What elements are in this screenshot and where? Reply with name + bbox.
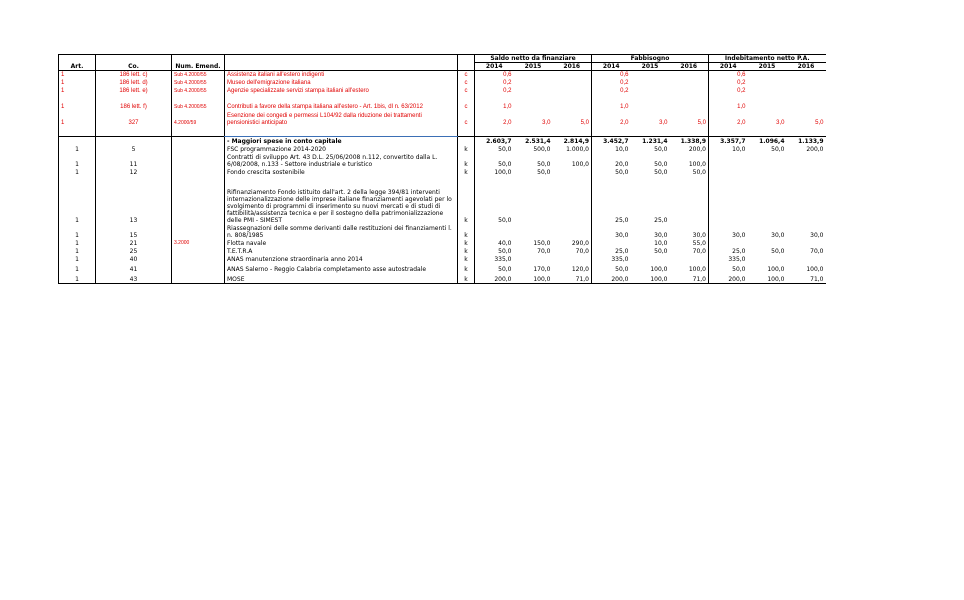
fabb-value: 2,0 [592,111,631,127]
indeb-value [787,95,826,111]
total-row [59,137,826,146]
indeb-value [787,255,826,263]
saldo-value: 170,0 [533,266,551,273]
saldo-value [475,224,514,239]
co-cell: 327 [96,111,172,127]
fabb-value: 50,0 [654,248,668,255]
budget-table [58,54,826,284]
emend-cell: Sub 4.2000/55 [172,71,225,80]
indeb-value [709,176,748,224]
nature-cell: k [464,266,468,273]
co-cell: 13 [96,176,172,224]
fabb-value [670,176,709,224]
indeb-value: 335,0 [709,255,748,263]
fabb-value [631,71,670,80]
spacer-cell [225,127,458,137]
spacer-cell [172,127,225,137]
fabb-value: 71,0 [670,273,709,284]
description-cell: Contributi a favore della stampa italiana all'estero - Art. 1bis, dl n. 63/2012 [225,95,458,111]
emend-cell [172,255,225,263]
saldo-value [514,71,553,80]
fabb-value: 335,0 [592,255,631,263]
fabb-value: 200,0 [688,146,706,153]
indeb-value: 1,0 [709,95,748,111]
fabb-value [670,79,709,87]
co-cell: 186 lett. d) [96,79,172,87]
header-indebitamento: Indebitamento netto P.A. [709,55,826,63]
header-emend: Num. Emend. [172,55,225,71]
saldo-value [514,87,553,95]
fabb-value [631,95,670,111]
header-co: Co. [96,55,172,71]
co-cell [96,137,172,146]
art-cell: 1 [59,168,96,176]
saldo-value: 100,0 [475,168,514,176]
nature-cell: k [458,273,475,284]
spacer-cell [631,127,670,137]
indeb-value: 5,0 [815,120,824,126]
saldo-value: 50,0 [475,247,514,255]
indeb-value: 30,0 [771,232,785,239]
nature-cell: k [464,217,468,224]
table-row [59,239,826,247]
co-cell: 12 [96,168,172,176]
fabb-value: 200,0 [592,273,631,284]
year-header: 2016 [787,63,826,71]
indeb-value [709,153,748,168]
description-cell: ANAS Salerno - Reggio Calabria completamento asse autostradale [225,263,458,273]
art-cell: 1 [59,95,96,111]
co-cell: 40 [96,255,172,263]
saldo-value: 2,0 [475,111,514,127]
indeb-total: 3.357,7 [709,137,748,146]
saldo-value: 1.000,0 [566,146,589,153]
saldo-value: 290,0 [571,240,589,247]
art-cell: 1 [59,176,96,224]
year-header: 2014 [592,63,631,71]
art-cell: 1 [59,255,96,263]
fabb-value [631,255,670,263]
indeb-value: 50,0 [709,263,748,273]
table-row [59,176,826,224]
fabb-value: 0,2 [592,87,631,95]
spacer-cell [748,127,787,137]
description-cell: Fondo crescita sostenibile [225,168,458,176]
indeb-value: 0,2 [709,87,748,95]
indeb-value [748,95,787,111]
spacer-cell [787,127,826,137]
amendment-row [59,71,826,80]
art-cell: 1 [59,239,96,247]
indeb-value [787,168,826,176]
description-cell: T.E.T.R.A [225,247,458,255]
emend-cell [172,137,225,146]
emend-cell [172,273,225,284]
emend-cell [172,168,225,176]
nature-cell: c [464,88,468,94]
fabb-total: 1.231,4 [631,137,670,146]
saldo-value [553,255,592,263]
nature-cell [458,137,475,146]
indeb-value: 0,2 [709,79,748,87]
saldo-value: 40,0 [475,239,514,247]
description-cell: Agenzie specializzate servizi stampa italiani all'estero [225,87,458,95]
indeb-value [709,239,748,247]
fabb-value: 50,0 [592,168,631,176]
fabb-value [631,79,670,87]
indeb-value [787,79,826,87]
spacer-cell [514,127,553,137]
indeb-value: 30,0 [709,224,748,239]
emend-cell [172,247,225,255]
co-cell: 41 [96,263,172,273]
saldo-value: 70,0 [537,248,551,255]
fabb-value: 20,0 [592,153,631,168]
indeb-total: 1.096,4 [748,137,787,146]
fabb-value: 50,0 [654,161,668,168]
indeb-value [748,71,787,80]
saldo-value: 0,2 [475,87,514,95]
indeb-value: 10,0 [709,145,748,153]
co-cell: 25 [96,247,172,255]
nature-cell: k [464,240,468,247]
fabb-value: 25,0 [592,176,631,224]
saldo-value: 0,2 [475,79,514,87]
table-row [59,145,826,153]
indeb-value: 50,0 [771,146,785,153]
indeb-value: 200,0 [709,273,748,284]
spacer-cell [475,127,514,137]
fabb-value: 30,0 [654,232,668,239]
spacer-cell [709,127,748,137]
table-row [59,255,826,263]
description-cell: ANAS manutenzione straordinaria anno 2014 [225,255,458,263]
saldo-total: 2.531,4 [514,137,553,146]
year-header: 2015 [748,63,787,71]
co-cell: 11 [96,153,172,168]
nature-cell: k [464,256,468,263]
emend-cell [172,145,225,153]
emend-cell [172,153,225,168]
indeb-value: 50,0 [771,248,785,255]
indeb-value [748,79,787,87]
indeb-value: 100,0 [806,266,824,273]
total-section [59,127,826,145]
art-cell: 1 [59,71,96,80]
art-cell: 1 [59,145,96,153]
indeb-value [787,176,826,224]
indeb-value: 2,0 [709,111,748,127]
description-cell: Rifinanziamento Fondo istituito dall'art. 2 della legge 394/81 interventi internazionalizzazione delle imprese italiane finanziamenti agevolati per lo svolgimento di programmi di inserimento su nuovi mercati e di studi di fattibilità/assistenza tecnica e per il sostegno della patrimonializzazione delle PMI - SIMEST [225,176,458,224]
fabb-value: 100,0 [688,266,706,273]
indeb-total: 1.133,9 [787,137,826,146]
art-cell: 1 [59,111,96,127]
table-row [59,153,826,168]
saldo-value: 0,6 [475,71,514,80]
indeb-value [748,168,787,176]
saldo-value: 50,0 [475,176,514,224]
nature-cell: k [464,161,468,168]
saldo-total: 2.603,7 [475,137,514,146]
fabb-value: 50,0 [654,146,668,153]
indeb-value [748,255,787,263]
table-row [59,247,826,255]
fabb-value [631,87,670,95]
saldo-value: 50,0 [475,153,514,168]
fabb-value [670,71,709,80]
capital-rows [59,145,826,284]
saldo-value [553,168,592,176]
saldo-value: 500,0 [533,146,551,153]
fabb-value: 10,0 [654,240,668,247]
total-description: - Maggiori spese in conto capitale [225,137,458,146]
fabb-value [670,255,709,263]
saldo-value [514,79,553,87]
emend-cell: 3.2000 [172,239,225,247]
description-cell: Flotta navale [225,239,458,247]
year-header: 2015 [631,63,670,71]
fabb-value: 25,0 [654,217,668,224]
emend-cell [172,224,225,239]
fabb-value: 30,0 [692,232,706,239]
indeb-value [748,153,787,168]
nature-cell: k [464,169,468,176]
saldo-value [553,95,592,111]
co-cell: 21 [96,239,172,247]
spacer-row [59,127,826,137]
co-cell: 15 [96,224,172,239]
nature-cell: k [464,232,468,239]
spacer-cell [553,127,592,137]
emend-cell: Sub 4.2000/55 [172,79,225,87]
amendment-row [59,111,826,127]
description-cell: Assistenza italiani all'estero indigenti [225,71,458,80]
fabb-value: 25,0 [592,247,631,255]
indeb-value: 100,0 [748,273,787,284]
table-row [59,263,826,273]
header-desc [225,55,458,71]
art-cell: 1 [59,153,96,168]
fabb-value: 0,6 [592,71,631,80]
spacer-cell [96,127,172,137]
year-header: 2016 [553,63,592,71]
fabb-value: 50,0 [654,169,668,176]
emend-cell: 4.2000/59 [172,111,225,127]
art-cell: 1 [59,224,96,239]
art-cell: 1 [59,87,96,95]
art-cell: 1 [59,273,96,284]
header-saldo: Saldo netto da finanziare [475,55,592,63]
indeb-value [748,239,787,247]
spacer-cell [458,127,475,137]
fabb-value: 0,2 [592,79,631,87]
spacer-cell [670,127,709,137]
indeb-value: 3,0 [776,120,785,126]
spreadsheet [58,54,826,284]
fabb-value: 70,0 [692,248,706,255]
nature-cell: c [464,120,468,126]
saldo-value [553,71,592,80]
fabb-value: 100,0 [631,273,670,284]
fabb-value [592,239,631,247]
art-cell: 1 [59,79,96,87]
year-header: 2014 [709,63,748,71]
art-cell [59,137,96,146]
saldo-value: 1,0 [475,95,514,111]
emend-cell: Sub 4.2000/55 [172,95,225,111]
saldo-value [553,79,592,87]
indeb-value [787,71,826,80]
indeb-value [748,176,787,224]
emend-cell [172,263,225,273]
nature-cell: k [464,146,468,153]
saldo-value [514,95,553,111]
indeb-value [787,87,826,95]
nature-cell: c [464,72,468,78]
description-cell: Contratti di sviluppo Art. 43 D.L. 25/06/2008 n.112, convertito dalla L. 6/08/2008, n.133 - Settore industriale e turistico [225,153,458,168]
description-cell: Esenzione dei congedi e permessi L104/92 dalla riduzione dei trattamenti pensionistici anticipato [225,111,458,127]
saldo-value: 120,0 [571,266,589,273]
saldo-value: 50,0 [475,263,514,273]
art-cell: 1 [59,247,96,255]
saldo-value: 100,0 [514,273,553,284]
fabb-value: 30,0 [592,224,631,239]
year-header: 2014 [475,63,514,71]
amendment-rows [59,71,826,128]
indeb-value: 25,0 [709,247,748,255]
saldo-value: 50,0 [537,161,551,168]
saldo-value: 5,0 [580,120,589,126]
saldo-value: 70,0 [575,248,589,255]
saldo-total: 2.814,9 [553,137,592,146]
header-art: Art. [59,55,96,71]
fabb-total: 3.452,7 [592,137,631,146]
art-cell: 1 [59,263,96,273]
saldo-value: 3,0 [542,120,551,126]
indeb-value [709,168,748,176]
indeb-value: 30,0 [810,232,824,239]
saldo-value: 50,0 [475,145,514,153]
fabb-value [670,95,709,111]
co-cell: 186 lett. c) [96,71,172,80]
amendment-row [59,95,826,111]
saldo-value [553,224,592,239]
fabb-value: 3,0 [659,120,668,126]
co-cell: 5 [96,145,172,153]
saldo-value [553,87,592,95]
indeb-value: 70,0 [810,248,824,255]
indeb-value: 0,6 [709,71,748,80]
saldo-value: 71,0 [553,273,592,284]
saldo-value [514,176,553,224]
saldo-value: 100,0 [571,161,589,168]
fabb-value: 5,0 [697,120,706,126]
header-nat [458,55,475,71]
indeb-value [748,87,787,95]
indeb-value [787,239,826,247]
fabb-value: 1,0 [592,95,631,111]
indeb-value: 200,0 [806,146,824,153]
nature-cell: k [464,248,468,255]
saldo-value: 50,0 [537,169,551,176]
header-fabbisogno: Fabbisogno [592,55,709,63]
co-cell: 186 lett. f) [96,95,172,111]
year-header: 2016 [670,63,709,71]
fabb-value: 100,0 [650,266,668,273]
nature-cell: c [464,104,468,110]
nature-cell: c [464,80,468,86]
spacer-cell [592,127,631,137]
fabb-value: 10,0 [592,145,631,153]
co-cell: 43 [96,273,172,284]
saldo-value: 150,0 [533,240,551,247]
emend-cell: Sub 4.2000/55 [172,87,225,95]
fabb-value: 50,0 [692,169,706,176]
spacer-cell [59,127,96,137]
saldo-value [514,255,553,263]
indeb-value: 71,0 [787,273,826,284]
saldo-value [514,224,553,239]
emend-cell [172,176,225,224]
description-cell: MOSE [225,273,458,284]
indeb-value: 100,0 [767,266,785,273]
amendment-row [59,79,826,87]
saldo-value: 200,0 [475,273,514,284]
description-cell: FSC programmazione 2014-2020 [225,145,458,153]
description-cell: Museo dell'emigrazione italiana [225,79,458,87]
fabb-value: 50,0 [592,263,631,273]
table-row [59,168,826,176]
indeb-value [787,153,826,168]
year-header: 2015 [514,63,553,71]
table-row [59,273,826,284]
fabb-value [670,87,709,95]
co-cell: 186 lett. e) [96,87,172,95]
amendment-row [59,87,826,95]
saldo-value [553,176,592,224]
saldo-value: 335,0 [475,255,514,263]
fabb-value: 100,0 [688,161,706,168]
fabb-total: 1.338,9 [670,137,709,146]
fabb-value: 55,0 [692,240,706,247]
description-cell: Riassegnazioni delle somme derivanti dalle restituzioni dei finanziamenti l. n. 808/1985 [225,224,458,239]
table-row [59,224,826,239]
